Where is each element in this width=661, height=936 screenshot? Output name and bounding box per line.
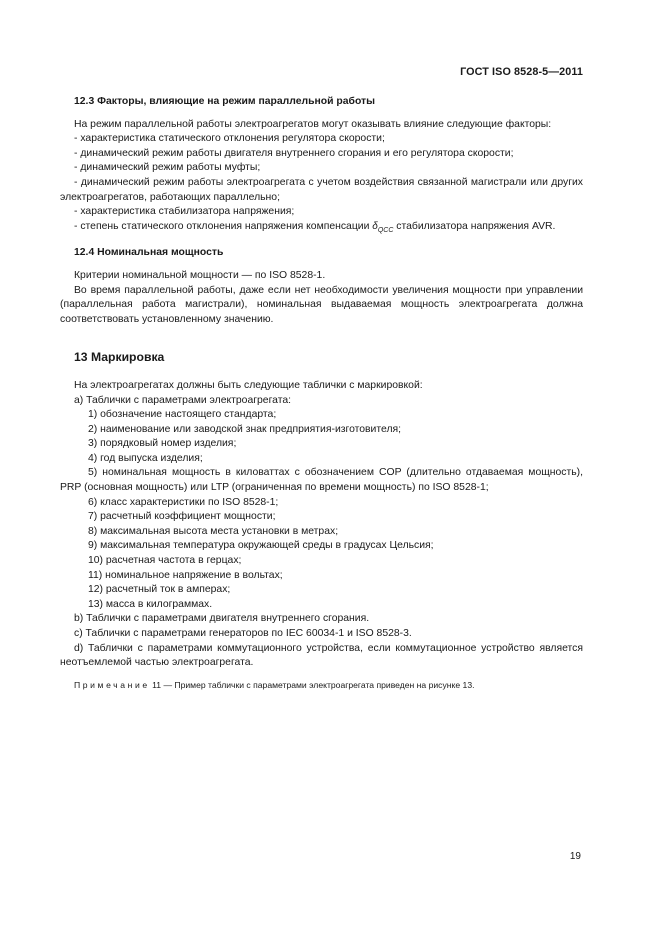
section-12-4-paragraph: Критерии номинальной мощности — по ISO 8528-1.	[74, 269, 326, 281]
list-item-text: - степень статического отклонения напряжения компенсации	[74, 220, 373, 232]
page-body	[60, 95, 583, 692]
list-item: 8) максимальная высота места установки в метрах;	[88, 525, 339, 537]
list-item: - характеристика статического отклонения регулятора скорости;	[74, 133, 385, 145]
list-item: 3) порядковый номер изделия;	[88, 438, 237, 450]
section-12-3-intro: На режим параллельной работы электроагрегатов могут оказывать влияние следующие факторы:	[74, 118, 552, 130]
list-item-b: b) Таблички с параметрами двигателя внутреннего сгорания.	[74, 613, 370, 625]
note	[60, 678, 583, 693]
note-label: Примечание	[74, 679, 150, 690]
symbol-base: δ	[372, 220, 378, 232]
document-code: ГОСТ ISO 8528-5—2011	[460, 66, 583, 78]
list-item: 9) максимальная температура окружающей среды в градусах Цельсия;	[88, 540, 434, 552]
section-12-4-heading: 12.4 Номинальная мощность	[74, 247, 224, 259]
section-13-intro: На электроагрегатах должны быть следующие таблички с маркировкой:	[74, 379, 423, 391]
list-item-voltage-compensation	[60, 220, 583, 239]
list-item: 4) год выпуска изделия;	[88, 452, 203, 464]
list-item: 13) масса в килограммах.	[88, 598, 213, 610]
list-item: 1) обозначение настоящего стандарта;	[88, 409, 277, 421]
list-item: - динамический режим работы двигателя внутреннего сгорания и его регулятора скорости;	[74, 147, 514, 159]
list-item: 7) расчетный коэффициент мощности;	[88, 511, 276, 523]
list-item: 6) класс характеристики по ISO 8528-1;	[88, 496, 279, 508]
list-item: 10) расчетная частота в герцах;	[88, 555, 242, 567]
note-text: 11 — Пример таблички с параметрами электроагрегата приведен на рисунке 13.	[149, 679, 475, 690]
list-item: - характеристика стабилизатора напряжения;	[74, 206, 295, 218]
list-item: - динамический режим работы муфты;	[74, 162, 261, 174]
symbol-subscript: QCC	[377, 226, 394, 234]
list-item: 12) расчетный ток в амперах;	[88, 584, 231, 596]
list-item-a: а) Таблички с параметрами электроагрегата:	[74, 394, 291, 406]
section-12-3-heading: 12.3 Факторы, влияющие на режим параллельной работы	[74, 96, 376, 107]
list-item-c: c) Таблички с параметрами генераторов по IEC 60034-1 и ISO 8528-3.	[74, 628, 412, 639]
list-item: 5) номинальная мощность в киловаттах с обозначением COP (длительно отдаваемая мощность), PRP (основная мощность) или LTP (ограниченная по времени мощность) по ISO 8528-1;	[60, 467, 583, 494]
section-12-4-paragraph: Во время параллельной работы, даже если нет необходимости увеличения мощности при управлении (параллельная работа магистрали), номинальная выдаваемая мощность электроагрегата должна соответствовать установленному значению.	[60, 284, 583, 325]
list-item-d: d) Таблички с параметрами коммутационного устройства, если коммутационное устройство является неотъемлемой частью электроагрегата.	[60, 642, 583, 669]
list-item: - динамический режим работы электроагрегата с учетом воздействия связанной магистрали или других электроагрегатов, работающих параллельно;	[60, 176, 583, 203]
list-item-text: стабилизатора напряжения AVR.	[393, 220, 556, 232]
list-item: 11) номинальное напряжение в вольтах;	[88, 569, 283, 581]
delta-qcc-symbol	[372, 221, 393, 232]
list-item: 2) наименование или заводской знак предприятия-изготовителя;	[88, 423, 402, 435]
section-13-heading: 13 Маркировка	[74, 350, 165, 365]
page-number: 19	[569, 851, 581, 862]
